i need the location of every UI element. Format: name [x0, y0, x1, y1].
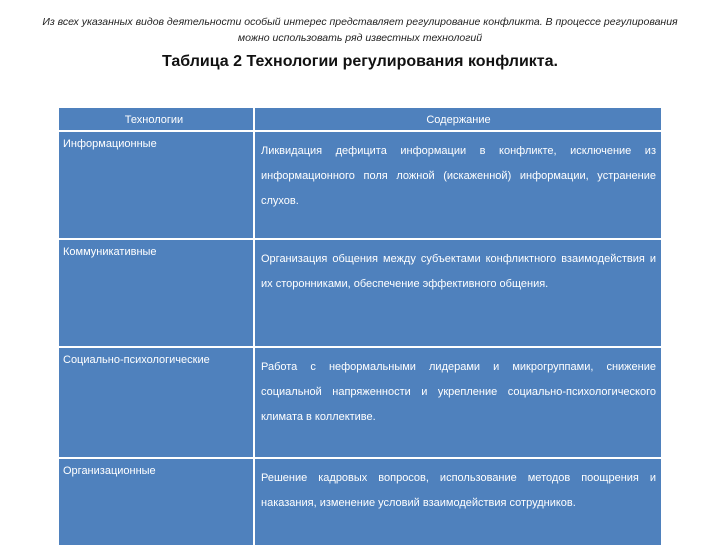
table-row: [59, 132, 661, 240]
table-title: Таблица 2 Технологии регулирования конфликта.: [162, 53, 558, 70]
table-row: [59, 240, 661, 348]
header-technologies: Технологии: [59, 108, 255, 130]
row-technology: Социально-психологические: [59, 348, 255, 457]
table-header-row: [59, 108, 661, 132]
table-row: [59, 459, 661, 545]
intro-text: Из всех указанных видов деятельности особый интерес представляет регулирование конфликта. В процессе регулирования можно использовать ряд известных технологий: [42, 16, 678, 44]
row-technology: Организационные: [59, 459, 255, 545]
row-technology: Информационные: [59, 132, 255, 238]
technologies-table: [59, 108, 661, 545]
row-technology: Коммуникативные: [59, 240, 255, 346]
row-content: Ликвидация дефицита информации в конфликте, исключение из информационного поля ложной (искаженной) информации, устранение слухов.: [261, 145, 656, 207]
row-content: Работа с неформальными лидерами и микрогруппами, снижение социальной напряженности и укрепление социально-психологического климата в коллективе.: [261, 361, 656, 423]
header-content: Содержание: [426, 114, 491, 126]
row-content: Решение кадровых вопросов, использование методов поощрения и наказания, изменение условий взаимодействия сотрудников.: [261, 472, 656, 509]
table-row: [59, 348, 661, 459]
row-content: Организация общения между субъектами конфликтного взаимодействия и их сторонниками, обеспечение эффективного общения.: [261, 253, 656, 290]
